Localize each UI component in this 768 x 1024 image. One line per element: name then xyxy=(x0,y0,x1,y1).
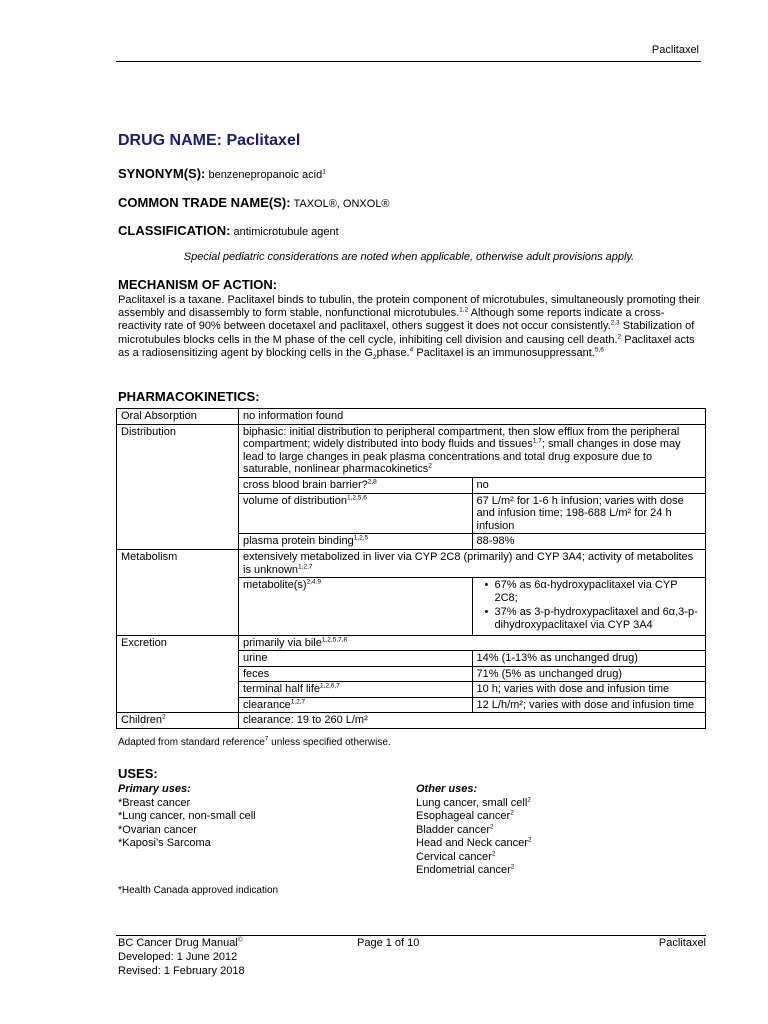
mechanism-text-3: Stabilization of microtubules blocks cells in the M phase of the cell cycle, inhibiting cell division and causing cell death. xyxy=(118,320,695,346)
feces-value: 71% (5% as unchanged drug) xyxy=(472,666,706,682)
excretion-ref: 1,2,5,7,8 xyxy=(321,635,348,643)
vd-ref: 1,2,5,6 xyxy=(346,493,367,501)
list-item: • 67% as 6α-hydroxypaclitaxel via CYP 2C8; xyxy=(487,579,702,604)
pediatric-note: Special pediatric considerations are noted when applicable, otherwise adult provisions apply. xyxy=(183,251,635,263)
feces-label: feces xyxy=(239,666,473,682)
list-item: *Kaposi’s Sarcoma xyxy=(118,837,211,849)
vd-value: 67 L/m² for 1-6 h infusion; varies with dose and infusion time; 198-688 L/m² for 24 h infusion xyxy=(472,493,706,534)
classification-value: antimicrotubule agent xyxy=(233,226,339,238)
vd-label xyxy=(239,493,473,534)
footer-copyright-mark: © xyxy=(237,936,243,944)
half-life-label xyxy=(239,682,473,698)
metabolism-label: Metabolism xyxy=(117,549,239,635)
mechanism-text-4-end: phase. xyxy=(376,346,410,359)
half-life-value: 10 h; varies with dose and infusion time xyxy=(472,682,706,698)
mechanism-text-4: Paclitaxel acts as a radiosensitizing agent by blocking cells in the G xyxy=(118,333,695,359)
ppb-value: 88-98% xyxy=(472,534,706,550)
other-uses xyxy=(416,783,532,878)
distribution-ref-a: 1,7 xyxy=(532,437,542,445)
other-use-ref: 2 xyxy=(490,822,494,830)
mechanism-heading: MECHANISM OF ACTION: xyxy=(118,277,278,292)
clearance-value: 12 L/h/m²; varies with dose and infusion time xyxy=(472,697,706,713)
excretion-text: primarily via bile xyxy=(243,636,322,649)
drug-name-label: DRUG NAME: xyxy=(118,132,222,149)
distribution-text-b: ; small changes in dose may lead to large changes in peak plasma concentrations and total drug exposure due to saturable, nonlinear pharmacokinetics xyxy=(243,438,681,476)
other-uses-heading: Other uses: xyxy=(416,783,478,795)
metabolites-list xyxy=(477,579,702,631)
synonyms-label: SYNONYM(S): xyxy=(118,166,206,181)
table-row xyxy=(117,549,706,577)
mechanism-text-1: Paclitaxel is a taxane. Paclitaxel binds to tubulin, the protein component of microtubules, simultaneously promoting their assembly and disassembly to form stable, nonfunctional microtubules. xyxy=(118,294,701,320)
list-item xyxy=(416,824,532,838)
bbb-label xyxy=(239,477,473,493)
half-life-label-text: terminal half life xyxy=(243,683,321,696)
list-item xyxy=(416,810,532,824)
adapted-ref: 7 xyxy=(264,735,269,743)
table-row xyxy=(117,424,706,477)
footer-manual xyxy=(118,936,245,950)
footer-manual-text: BC Cancer Drug Manual xyxy=(118,937,238,949)
urine-label: urine xyxy=(239,651,473,667)
list-item: *Ovarian cancer xyxy=(118,823,197,836)
list-item: *Breast cancer xyxy=(118,796,191,809)
other-use-text: Esophageal cancer xyxy=(416,810,511,822)
trade-names-label: COMMON TRADE NAME(S): xyxy=(118,195,291,210)
metabolites-label xyxy=(239,578,473,635)
bbb-value: no xyxy=(472,477,706,493)
mechanism-ref-4: 4 xyxy=(409,346,414,354)
drug-name-heading xyxy=(118,132,300,150)
other-use-text: Cervical cancer xyxy=(416,850,492,863)
mechanism-g2-subscript: 2 xyxy=(372,354,377,361)
adapted-text-a: Adapted from standard reference xyxy=(118,737,265,748)
drug-name-value: Paclitaxel xyxy=(226,132,301,149)
primary-uses xyxy=(118,783,256,851)
mechanism-paragraph xyxy=(118,294,703,360)
clearance-ref: 1,2,7 xyxy=(290,698,306,706)
header-rule xyxy=(116,61,701,62)
bbb-label-text: cross blood brain barrier? xyxy=(243,478,368,491)
footer-left xyxy=(118,936,245,978)
other-use-ref: 2 xyxy=(527,836,532,844)
metabolism-value xyxy=(239,549,706,577)
primary-uses-heading: Primary uses: xyxy=(118,783,191,795)
vd-label-text: volume of distribution xyxy=(243,494,347,507)
oral-absorption-label: Oral Absorption xyxy=(117,409,239,425)
running-header: Paclitaxel xyxy=(651,44,699,56)
mechanism-ref-1: 1,2 xyxy=(459,306,469,314)
list-item: *Lung cancer, non-small cell xyxy=(118,810,256,822)
oral-absorption-value: no information found xyxy=(239,409,706,425)
clearance-label xyxy=(239,697,473,713)
table-row xyxy=(117,409,706,425)
mechanism-ref-3: 2 xyxy=(617,332,622,340)
other-use-ref: 2 xyxy=(491,849,496,857)
distribution-text-a: biphasic: initial distribution to peripheral compartment, then slow efflux from the peripheral compartment; widely distributed into body fluids and tissues xyxy=(243,425,680,451)
other-use-ref: 2 xyxy=(527,795,531,803)
children-value: clearance: 19 to 260 L/m² xyxy=(239,713,706,729)
excretion-value xyxy=(239,635,706,651)
other-use-text: Endometrial cancer xyxy=(416,864,511,876)
footer-page-number: Page 1 of 10 xyxy=(357,937,420,949)
ppb-label-text: plasma protein binding xyxy=(243,535,354,548)
excretion-label: Excretion xyxy=(117,635,239,713)
metabolites-value xyxy=(472,578,706,635)
mechanism-ref-2: 2,3 xyxy=(610,319,620,327)
list-item xyxy=(416,851,532,865)
trade-names-line xyxy=(118,195,390,210)
clearance-label-text: clearance xyxy=(243,698,291,711)
pharmacokinetics-table xyxy=(116,408,706,729)
health-canada-note: *Health Canada approved indication xyxy=(118,885,279,896)
other-use-ref: 2 xyxy=(510,809,514,817)
trade-names-value: TAXOL®, ONXOL® xyxy=(293,198,390,210)
adapted-text-b: unless specified otherwise. xyxy=(268,737,391,748)
distribution-label: Distribution xyxy=(117,424,239,549)
synonyms-value: benzenepropanoic acid xyxy=(208,169,323,181)
list-item: • 37% as 3-p-hydroxypaclitaxel and 6α,3-p-dihydroxypaclitaxel via CYP 3A4 xyxy=(487,606,702,631)
distribution-value xyxy=(239,424,706,477)
children-ref: 2 xyxy=(161,713,166,721)
ppb-label xyxy=(239,534,473,550)
list-item xyxy=(416,837,532,851)
mechanism-text-2: Although some reports indicate a cross-reactivity rate of 90% between docetaxel and paclitaxel, others suggest it does not occur consistently. xyxy=(118,307,665,333)
metabolism-ref: 1,2,7 xyxy=(298,562,313,570)
uses-heading: USES: xyxy=(118,766,158,781)
half-life-ref: 1,2,6,7 xyxy=(320,682,340,690)
mechanism-ref-5: 5,6 xyxy=(594,346,604,354)
children-label-text: Children xyxy=(121,714,162,727)
table-row xyxy=(117,713,706,729)
children-label xyxy=(117,713,239,729)
ppb-ref: 1,2,5 xyxy=(353,534,369,542)
list-item xyxy=(416,797,532,811)
footer-drug-name: Paclitaxel xyxy=(658,937,706,949)
distribution-ref-b: 2 xyxy=(428,462,432,470)
other-use-text: Bladder cancer xyxy=(416,823,490,836)
urine-value: 14% (1-13% as unchanged drug) xyxy=(472,651,706,667)
other-use-text: Head and Neck cancer xyxy=(416,837,528,849)
footer-developed: Developed: 1 June 2012 xyxy=(118,951,238,963)
mechanism-text-5: Paclitaxel is an immunosuppressant. xyxy=(413,346,595,359)
bbb-ref: 2,8 xyxy=(367,478,377,486)
list-item xyxy=(416,864,532,878)
classification-line xyxy=(118,223,339,238)
synonyms-line xyxy=(118,166,326,181)
table-row xyxy=(117,635,706,651)
pharmacokinetics-heading: PHARMACOKINETICS: xyxy=(118,389,260,404)
other-use-ref: 2 xyxy=(510,863,515,871)
classification-label: CLASSIFICATION: xyxy=(118,223,231,238)
footer-revised: Revised: 1 February 2018 xyxy=(118,965,245,977)
other-use-text: Lung cancer, small cell xyxy=(416,796,528,809)
metabolites-label-text: metabolite(s) xyxy=(243,579,307,592)
adapted-note xyxy=(118,737,391,748)
metabolites-ref: 2,4,9 xyxy=(306,578,322,586)
synonyms-ref: 1 xyxy=(322,168,326,176)
metabolism-text: extensively metabolized in liver via CYP 2C8 (primarily) and CYP 3A4; activity of metabolites is unknown xyxy=(243,550,694,576)
